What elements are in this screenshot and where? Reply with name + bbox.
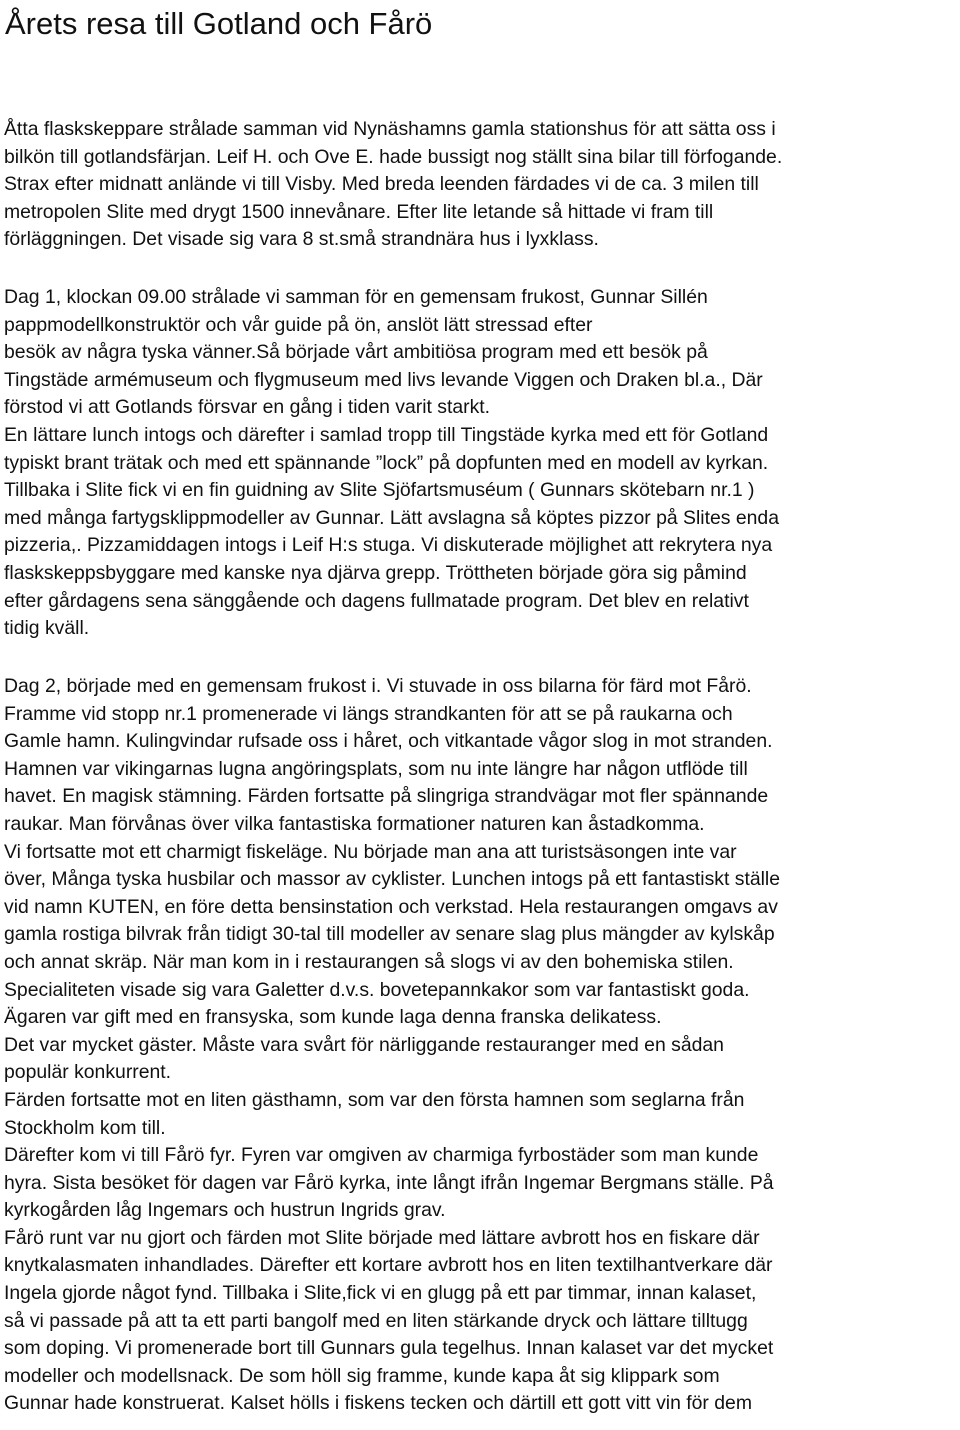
text-line: Strax efter midnatt anlände vi till Visby. Med breda leenden färdades vi de ca. 3 milen till — [4, 173, 759, 196]
paragraph-ferry-arrival — [4, 116, 956, 254]
text-line: populär konkurrent. — [4, 1061, 172, 1084]
text-line: Tingstäde armémuseum och flygmuseum med livs levande Viggen och Draken bl.a., Där — [4, 368, 763, 391]
text-line: besök av några tyska vänner.Så började vårt ambitiösa program med ett besök på — [4, 341, 708, 364]
text-line: Specialiteten visade sig vara Galetter d.v.s. bovetepannkakor som var fantastiskt goda. — [4, 978, 750, 1001]
document-title: Årets resa till Gotland och Fårö — [5, 6, 433, 41]
text-line: Därefter kom vi till Fårö fyr. Fyren var omgiven av charmiga fyrbostäder som man kunde — [4, 1144, 759, 1167]
text-line: flaskskeppsbyggare med kanske nya djärva grepp. Tröttheten började göra sig påmind — [4, 561, 747, 584]
text-line: Gunnar hade konstruerat. Kalset hölls i fiskens tecken och därtill ett gott vitt vin för dem — [4, 1392, 752, 1415]
text-line: Gamle hamn. Kulingvindar rufsade oss i håret, och vitkantade vågor slog in mot stranden. — [4, 730, 773, 753]
text-line: En lättare lunch intogs och därefter i samlad tropp till Tingstäde kyrka med ett för Gotland — [4, 423, 769, 446]
text-line: Fårö runt var nu gjort och färden mot Slite började med lättare avbrott hos en fiskare där — [4, 1226, 760, 1249]
text-line: gamla rostiga bilvrak från tidigt 30-tal till modeller av senare slag plus mängder av kylskåp — [4, 923, 775, 946]
text-line: knytkalasmaten inhandlades. Därefter ett kortare avbrott hos en liten textilhantverkare där — [4, 1254, 773, 1277]
paragraph-day-1 — [4, 284, 956, 643]
text-line: med många fartygsklippmodeller av Gunnar. Lätt avslagna så köptes pizzor på Slites enda — [4, 506, 779, 529]
text-line: förstod vi att Gotlands försvar en gång i tiden varit starkt. — [4, 396, 491, 419]
text-line: Stockholm kom till. — [4, 1116, 166, 1139]
text-line: Ägaren var gift med en fransyska, som kunde laga denna franska delikatess. — [4, 1006, 662, 1029]
text-line: metropolen Slite med drygt 1500 innevånare. Efter lite letande så hittade vi fram till — [4, 200, 714, 223]
text-line: efter gårdagens sena sänggående och dagens fullmatade program. Det blev en relativt — [4, 589, 749, 612]
text-line: över, Många tyska husbilar och massor av cyklister. Lunchen intogs på ett fantastiskt ställe — [4, 868, 781, 891]
text-line: Det var mycket gäster. Måste vara svårt för närliggande restauranger med en sådan — [4, 1033, 724, 1056]
text-line: vid namn KUTEN, en före detta bensinstation och verkstad. Hela restaurangen omgavs av — [4, 895, 778, 918]
text-line: Åtta flaskskeppare strålade samman vid Nynäshamns gamla stationshus för att sätta oss i — [4, 118, 776, 140]
text-line: förläggningen. Det visade sig vara 8 st.små strandnära hus i lyxklass. — [4, 228, 599, 251]
text-line: Tillbaka i Slite fick vi en fin guidning av Slite Sjöfartsmuséum ( Gunnars skötebarn nr.1 ) — [4, 479, 755, 502]
text-line: Ingela gjorde något fynd. Tillbaka i Slite,fick vi en glugg på ett par timmar, innan kalaset, — [4, 1282, 757, 1305]
text-line: som doping. Vi promenerade bort till Gunnars gula tegelhus. Innan kalaset var det mycket — [4, 1337, 774, 1360]
text-line: modeller och modellsnack. De som höll sig framme, kunde kapa åt sig klippark som — [4, 1364, 720, 1387]
text-line: Dag 1, klockan 09.00 strålade vi samman för en gemensam frukost, Gunnar Sillén — [4, 286, 708, 308]
text-line: pappmodellkonstruktör och vår guide på ön, anslöt lätt stressad efter — [4, 313, 593, 336]
text-line: Hamnen var vikingarnas lugna angöringsplats, som nu inte längre har någon utflöde till — [4, 757, 748, 780]
text-line: raukar. Man förvånas över vilka fantastiska formationer naturen kan åstadkomma. — [4, 812, 705, 835]
text-line: Färden fortsatte mot en liten gästhamn, som var den första hamnen som seglarna från — [4, 1088, 745, 1111]
text-line: Vi fortsatte mot ett charmigt fiskeläge. Nu började man ana att turistsäsongen inte var — [4, 840, 737, 863]
text-line: kyrkogården låg Ingemars och hustrun Ingrids grav. — [4, 1199, 446, 1222]
text-line: hyra. Sista besöket för dagen var Fårö kyrka, inte långt ifrån Ingemar Bergmans ställe. På — [4, 1171, 774, 1194]
text-line: så vi passade på att ta ett parti bangolf med en liten stärkande dryck och lättare tilltugg — [4, 1309, 748, 1332]
text-line: havet. En magisk stämning. Färden fortsatte på slingriga strandvägar mot fler spännande — [4, 785, 769, 808]
text-line: pizzeria,. Pizzamiddagen intogs i Leif H:s stuga. Vi diskuterade möjlighet att rekrytera nya — [4, 534, 773, 557]
text-line: Framme vid stopp nr.1 promenerade vi längs strandkanten för att se på raukarna och — [4, 702, 733, 725]
paragraph-day-2 — [4, 673, 956, 1418]
text-line: bilkön till gotlandsfärjan. Leif H. och Ove E. hade bussigt nog ställt sina bilar till förfogande. — [4, 145, 783, 168]
text-line: Dag 2, började med en gemensam frukost i. Vi stuvade in oss bilarna för färd mot Fårö. — [4, 675, 752, 697]
text-line: tidig kväll. — [4, 617, 90, 640]
text-line: typiskt brant trätak och med ett spännande ”lock” på dopfunten med en modell av kyrkan. — [4, 451, 769, 474]
text-line: och annat skräp. När man kom in i restaurangen så slogs vi av den bohemiska stilen. — [4, 950, 734, 973]
